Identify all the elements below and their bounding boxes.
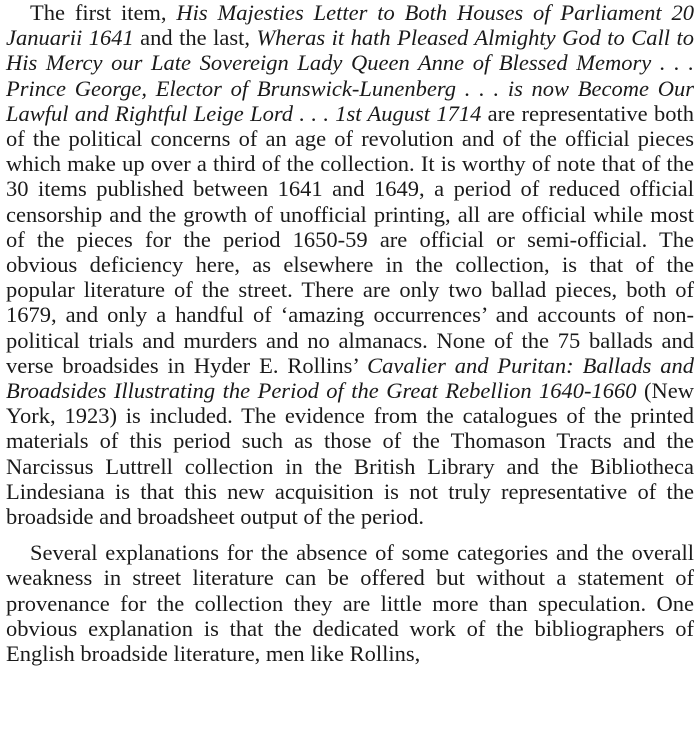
italic-title-run: His Majesties Letter to Both Houses of Parliament 20 Januarii 1641 xyxy=(6,0,695,51)
italic-title-run: Wheras it hath Pleased Almighty God to Call to His Mercy our Late Sovereign Lady Queen Anne of Blessed Memory . . . Prince George, Elector of Brunswick-Lunenberg . . . is now Become Our Lawful and Rightful Leige Lord . . . 1st August 1714 xyxy=(6,25,694,126)
text-run: (New York, 1923) is included. The evidence from the catalogues of the printed materials of this period such as those of the Thomason Tracts and the Narcissus Luttrell collection in the British Library and the Bibliotheca Lindesiana is that this new acquisition is not truly representative of the broadside and broadsheet output of the period. xyxy=(6,378,694,530)
text-run: and the last, xyxy=(133,25,257,51)
text-run: Several explanations for the absence of some categories and the overall weakness in street literature can be offered but without a statement of provenance for the collection they are little more than speculation. One obvious explanation is that the dedicated work of the bibliographers of English broadside literature, men like Rollins, xyxy=(6,540,694,667)
document-page xyxy=(6,0,694,666)
text-run: The first item, xyxy=(30,0,177,25)
italic-title-run: Cavalier and Puritan: Ballads and Broadsides Illustrating the Period of the Great Rebellion 1640-1660 xyxy=(6,352,694,404)
text-run: are representative both of the political concerns of an age of revolution and of the official pieces which make up over a third of the collection. It is worthy of note that of the 30 items published between 1641 and 1649, a period of reduced official censorship and the growth of unofficial printing, all are official while most of the pieces for the period 1650-59 are official or semi-official. The obvious deficiency here, as elsewhere in the collection, is that of the popular literature of the street. There are only two ballad pieces, both of 1679, and only a handful of ‘amazing occurrences’ and accounts of non-political trials and murders and no almanacs. None of the 75 ballads and verse broadsides in Hyder E. Rollins’ xyxy=(6,100,694,378)
paragraph-2 xyxy=(6,540,694,666)
paragraph-1 xyxy=(6,0,694,529)
